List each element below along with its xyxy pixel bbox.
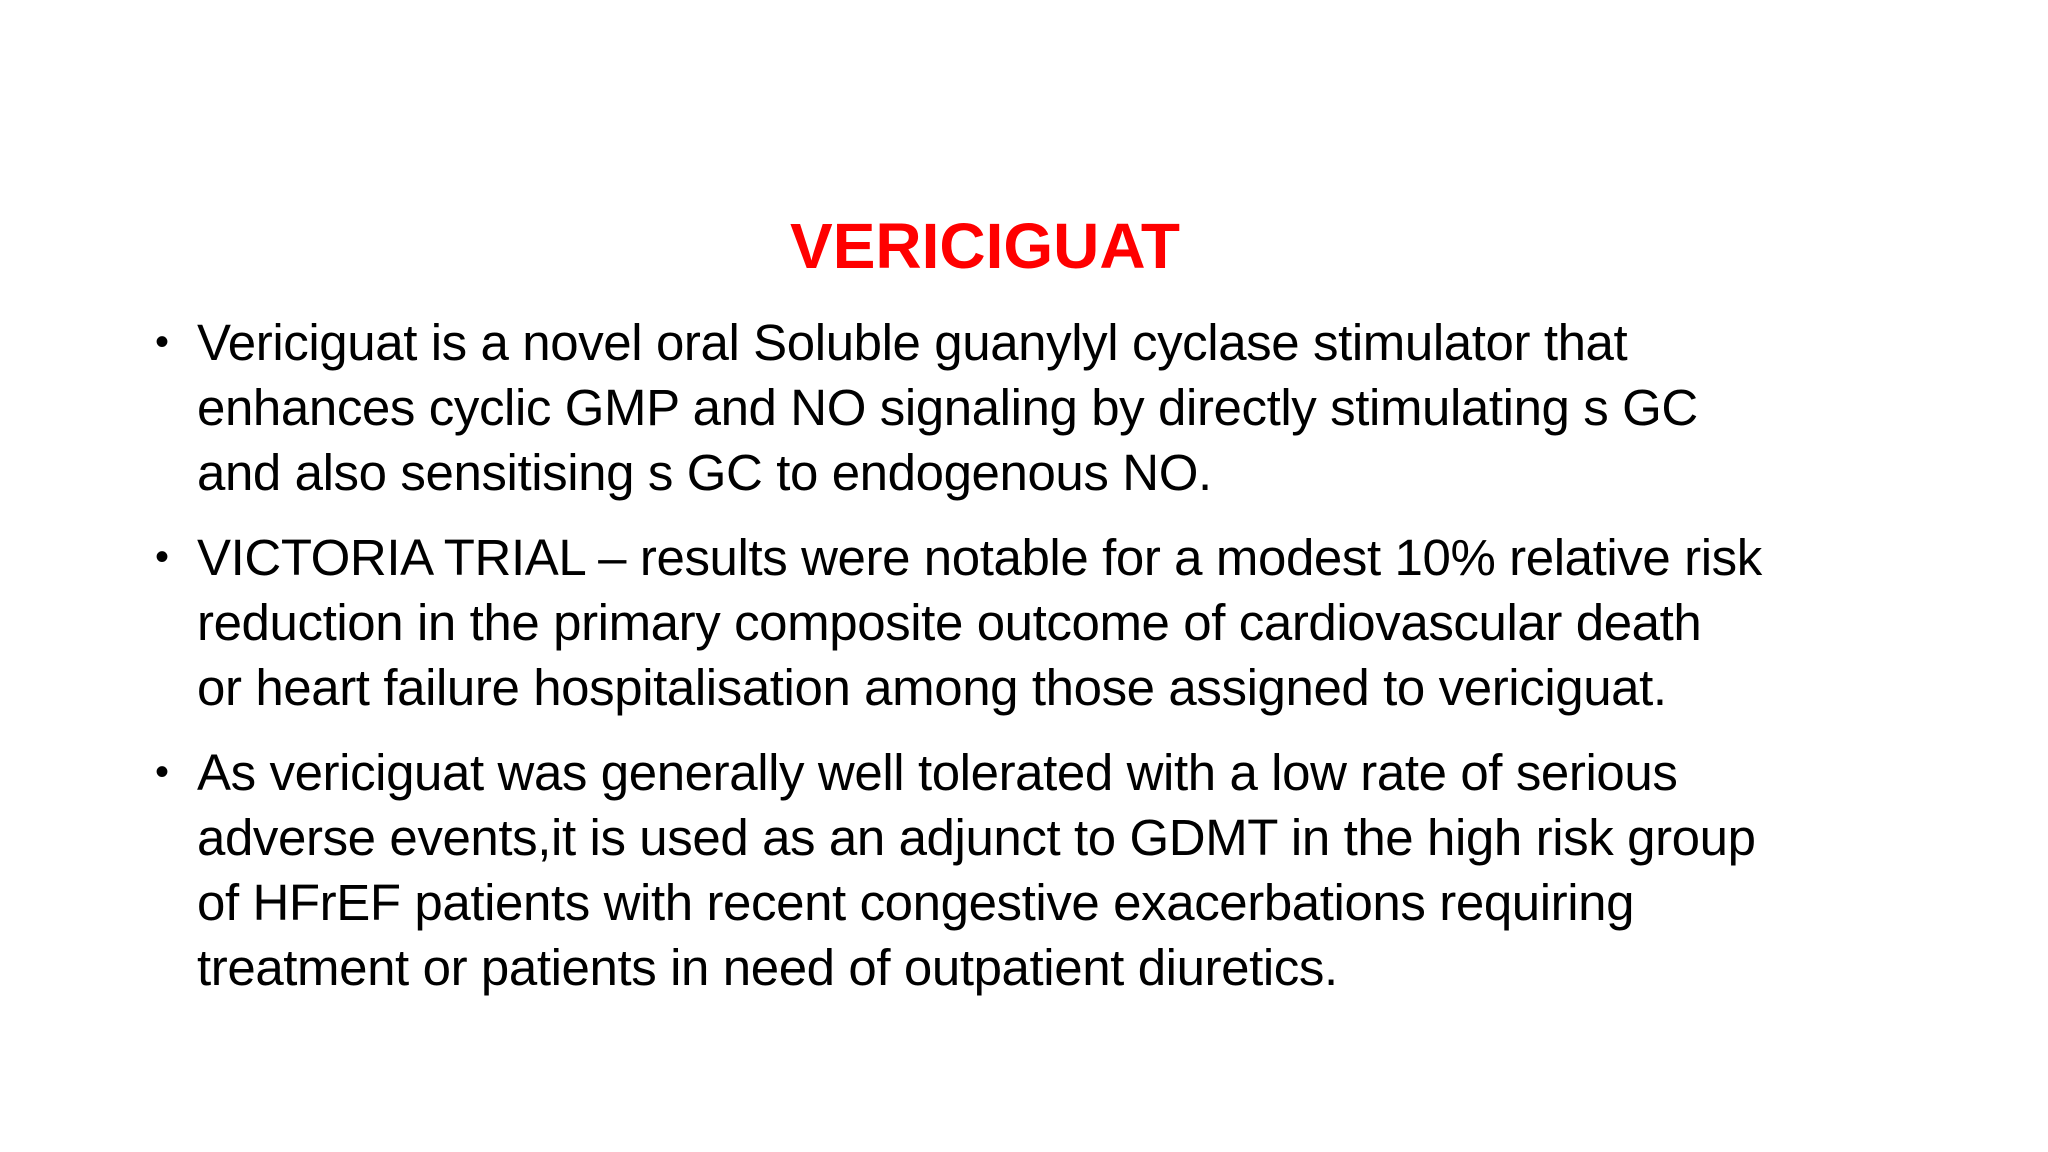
bullet-list [155,310,1935,1020]
bullet-dot-icon: • [155,750,170,794]
bullet-item [155,740,1935,1000]
bullet-item [155,310,1935,505]
bullet-text: As vericiguat was generally well tolerated with a low rate of serious adverse events,it is used as an adjunct to GDMT in the high risk group of HFrEF patients with recent congestive exacerbations requiring treatment or patients in need of outpatient diuretics. [197,744,1756,996]
bullet-dot-icon: • [155,320,170,364]
slide-title: VERICIGUAT [790,210,1180,282]
bullet-item [155,525,1935,720]
bullet-dot-icon: • [155,535,170,579]
bullet-text: Vericiguat is a novel oral Soluble guanylyl cyclase stimulator that enhances cyclic GMP and NO signaling by directly stimulating s GC and also sensitising s GC to endogenous NO. [197,314,1698,501]
bullet-text: VICTORIA TRIAL – results were notable for a modest 10% relative risk reduction in the primary composite outcome of cardiovascular death or heart failure hospitalisation among those assigned to vericiguat. [197,529,1762,716]
